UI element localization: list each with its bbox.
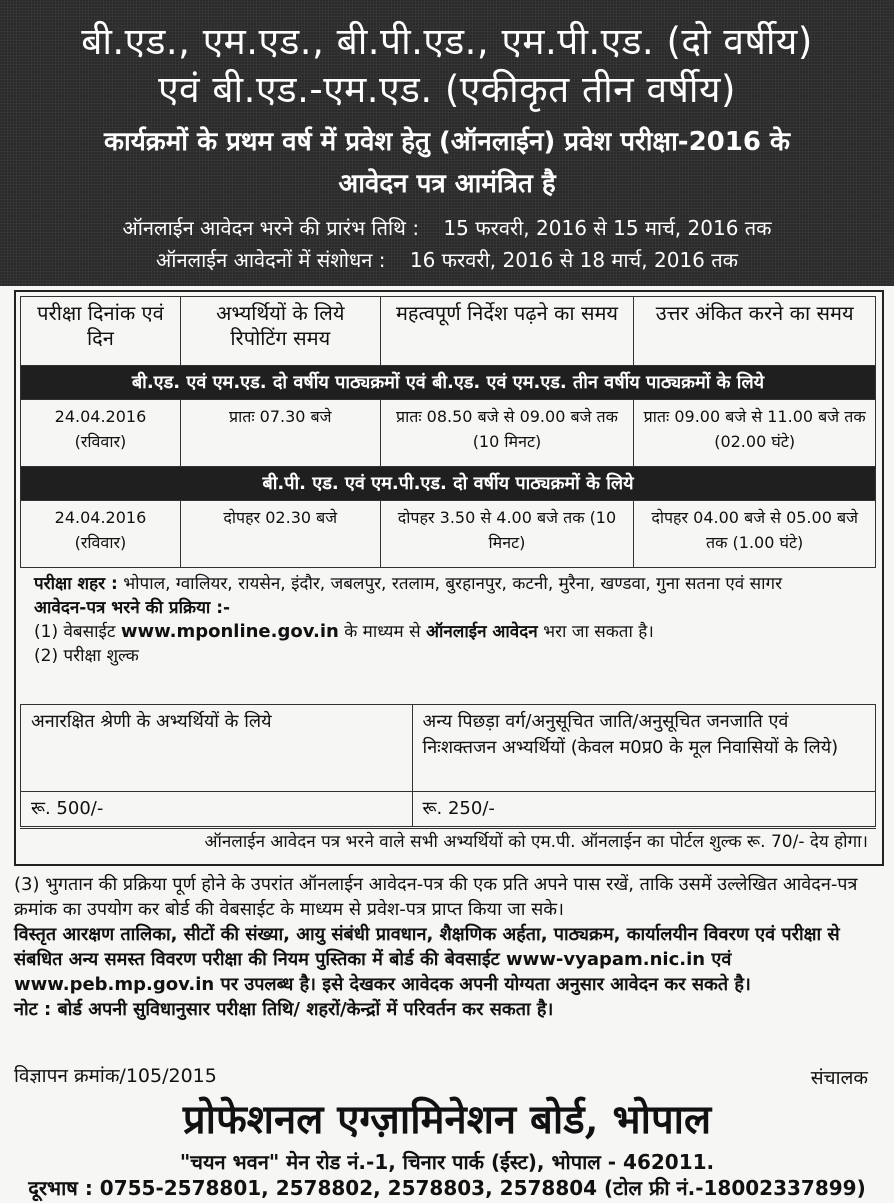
fee-table — [20, 704, 876, 827]
board-phone: दूरभाष : 0755-2578801, 2578802, 2578803, 2578804 (टोल फ्री नं.-18002337899) — [28, 1176, 866, 1200]
general-fee: रू. 500/- — [21, 792, 413, 827]
table-cell: दोपहर 3.50 से 4.00 बजे तक (10 मिनट) — [380, 501, 634, 568]
fee-category-row — [21, 705, 876, 792]
date-value: 15 फरवरी, 2016 से 15 मार्च, 2016 तक — [443, 216, 772, 240]
section-heading-row — [21, 366, 876, 400]
application-start-date — [0, 214, 894, 241]
table-cell: प्रातः 09.00 बजे से 11.00 बजे तक (02.00 घंटे) — [634, 400, 876, 467]
note: नोट : बोर्ड अपनी सुविधानुसार परीक्षा तिथि/ शहरों/केन्द्रों में परिवर्तन कर सकता है। — [14, 999, 554, 1020]
subtitle-line-1: कार्यक्रमों के प्रथम वर्ष में प्रवेश हेतु (ऑनलाईन) प्रवेश परीक्षा-2016 के — [104, 127, 790, 157]
section-heading-row — [21, 467, 876, 501]
board-address: "चयन भवन" मेन रोड नं.-1, चिनार पार्क (ईस्ट), भोपाल - 462011. — [179, 1150, 715, 1174]
section-heading: बी.एड. एवं एम.एड. दो वर्षीय पाठ्यक्रमों एवं बी.एड. एवं एम.एड. तीन वर्षीय पाठ्यक्रमों के लिये — [21, 366, 876, 400]
mponline-link[interactable]: www.mponline.gov.in — [120, 621, 339, 642]
column-header: उत्तर अंकित करने का समय — [634, 297, 876, 366]
step-1 — [34, 620, 864, 644]
table-row — [21, 501, 876, 568]
column-header: परीक्षा दिनांक एवं दिन — [21, 297, 181, 366]
step-1-prefix: (1) वेबसाईट — [34, 622, 116, 642]
step-1-bold: ऑनलाईन आवेदन — [425, 622, 538, 642]
exam-info — [34, 572, 864, 668]
advertisement-number: विज्ञापन क्रमांक/105/2015 — [14, 1065, 217, 1087]
date-value: 16 फरवरी, 2016 से 18 मार्च, 2016 तक — [409, 248, 738, 272]
column-header: महत्वपूर्ण निर्देश पढ़ने का समय — [380, 297, 634, 366]
director-label: संचालक — [810, 1067, 868, 1089]
process-label: आवेदन-पत्र भरने की प्रक्रिया :- — [34, 598, 231, 618]
table-row — [21, 400, 876, 467]
details-box — [14, 290, 884, 866]
title-line-1: बी.एड., एम.एड., बी.पी.एड., एम.पी.एड. (दो वर्षीय) — [81, 20, 813, 63]
date-label: ऑनलाईन आवेदनों में संशोधन : — [156, 248, 386, 272]
table-cell: दोपहर 02.30 बजे — [180, 501, 380, 568]
exam-schedule-table — [20, 296, 876, 568]
board-name: प्रोफेशनल एग्ज़ामिनेशन बोर्ड, भोपाल — [182, 1096, 712, 1143]
table-cell: प्रातः 08.50 बजे से 09.00 बजे तक (10 मिनट) — [380, 400, 634, 467]
notice-header — [0, 0, 894, 286]
portal-fee-note: ऑनलाईन आवेदन पत्र भरने वाले सभी अभ्यर्थियों को एम.पी. ऑनलाईन का पोर्टल शुल्क रू. 70/- देय होगा। — [20, 828, 876, 855]
title-line-2: एवं बी.एड.-एम.एड. (एकीकृत तीन वर्षीय) — [158, 68, 736, 111]
additional-info — [14, 872, 880, 1022]
correction-date — [0, 246, 894, 273]
step-1-mid: के माध्यम से — [344, 622, 421, 642]
step-1-suffix: भरा जा सकता है। — [543, 622, 654, 642]
exam-cities — [34, 572, 864, 596]
date-label: ऑनलाईन आवेदन भरने की प्रारंभ तिथि : — [122, 216, 420, 240]
fee-amount-row — [21, 792, 876, 827]
reserved-fee: रू. 250/- — [412, 792, 875, 827]
step-2: (2) परीक्षा शुल्क — [34, 646, 139, 666]
subtitle-line-2: आवेदन पत्र आमंत्रित है — [338, 169, 556, 199]
section-heading: बी.पी. एड. एवं एम.पी.एड. दो वर्षीय पाठ्यक्रमों के लिये — [21, 467, 876, 501]
column-header: अभ्यर्थियों के लिये रिपोटिंग समय — [180, 297, 380, 366]
cities-list: भोपाल, ग्वालियर, रायसेन, इंदौर, जबलपुर, रतलाम, बुरहानपुर, कटनी, मुरैना, खण्डवा, गुना सतना एवं सागर — [123, 574, 783, 594]
table-cell: दोपहर 04.00 बजे से 05.00 बजे तक (1.00 घंटे) — [634, 501, 876, 568]
cities-label: परीक्षा शहर : — [34, 574, 118, 594]
details-paragraph: विस्तृत आरक्षण तालिका, सीटों की संख्या, आयु संबंधी प्रावधान, शैक्षणिक अर्हता, पाठ्यक्रम, कार्यालयीन विवरण एवं परीक्षा से संबधित अन्य समस्त विवरण परीक्षा की नियम पुस्तिका में बोर्ड की बेवसाईट www-vyapam.nic.in एवं www.peb.mp.gov.in पर उपलब्ध है। इसे देखकर आवेदक अपनी योग्यता अनुसार आवेदन कर सकते है। — [14, 924, 840, 995]
step-3: (3) भुगतान की प्रक्रिया पूर्ण होने के उपरांत ऑनलाईन आवेदन-पत्र की एक प्रति अपने पास रखें, ताकि उसमें उल्लेखित आवेदन-पत्र क्रमांक का उपयोग कर बोर्ड की वेबसाईट के माध्यम से प्रवेश-पत्र प्राप्त किया जा सके। — [14, 874, 858, 920]
table-cell: प्रातः 07.30 बजे — [180, 400, 380, 467]
reserved-category: अन्य पिछड़ा वर्ग/अनुसूचित जाति/अनुसूचित जनजाति एवं निःशक्तजन अभ्यर्थियों (केवल म0प्र0 के मूल निवासियों के लिये) — [412, 705, 875, 792]
general-category: अनारक्षित श्रेणी के अभ्यर्थियों के लिये — [21, 705, 413, 792]
schedule-header-row — [21, 297, 876, 366]
table-cell: 24.04.2016 (रविवार) — [21, 400, 181, 467]
table-cell: 24.04.2016 (रविवार) — [21, 501, 181, 568]
